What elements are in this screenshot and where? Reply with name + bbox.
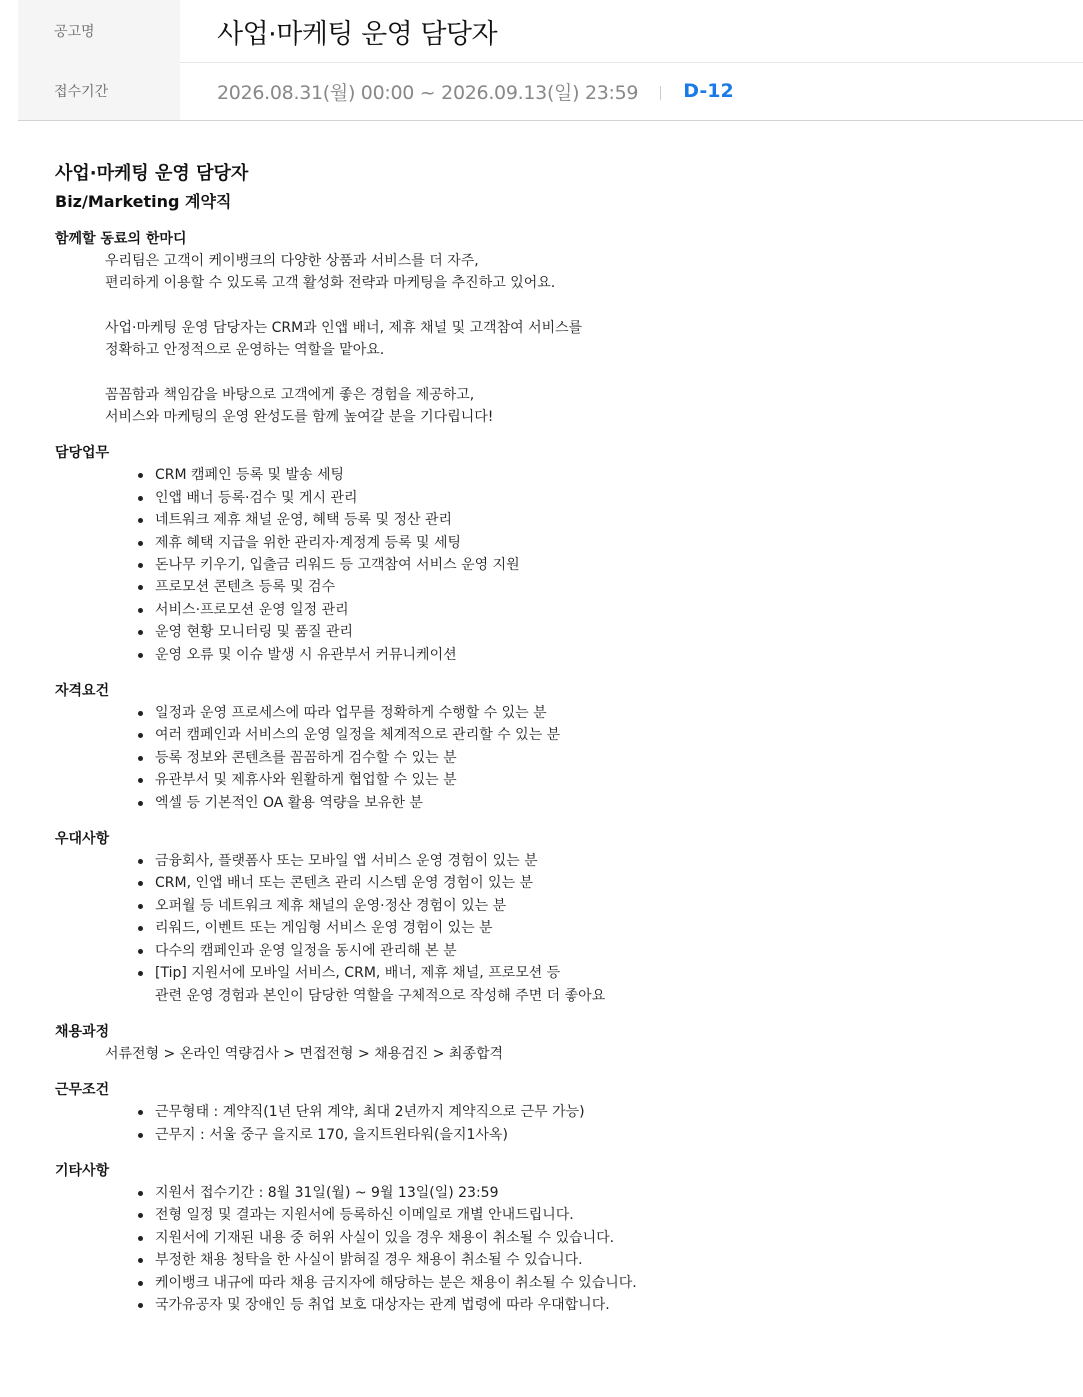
section-conditions xyxy=(55,1079,1055,1146)
qualifications-list xyxy=(55,702,1055,814)
section-qualifications xyxy=(55,680,1055,814)
section-preferred xyxy=(55,828,1055,1007)
posting-title: 사업·마케팅 운영 담당자 xyxy=(217,18,498,50)
list-item: 운영 오류 및 이슈 발생 시 유관부서 커뮤니케이션 xyxy=(155,644,1055,666)
job-description xyxy=(55,160,1055,1316)
section-heading: 담당업무 xyxy=(55,445,110,462)
list-item: 엑셀 등 기본적인 OA 활용 역량을 보유한 분 xyxy=(155,792,1055,814)
period-row xyxy=(18,62,1083,121)
process-text: 서류전형 > 온라인 역량검사 > 면접전형 > 채용검진 > 최종합격 xyxy=(105,1045,504,1062)
list-item: 전형 일정 및 결과는 지원서에 등록하신 이메일로 개별 안내드립니다. xyxy=(155,1204,1055,1226)
section-duties xyxy=(55,442,1055,666)
intro-text: 우리팀은 고객이 케이뱅크의 다양한 상품과 서비스를 더 자주, 편리하게 이용할 수 있도록 고객 활성화 전략과 마케팅을 추진하고 있어요. 사업·마케팅 운영 담당자는 CRM과 인앱 배너, 제휴 채널 및 고객참여 서비스를 정확하고 안정적으로 운영하는 역할을 맡아요. 꼼꼼함과 책임감을 바탕으로 고객에게 좋은 경험을 제공하고, 서비스와 마케팅의 운영 완성도를 함께 높여갈 분을 기다립니다! xyxy=(105,253,583,426)
section-etc xyxy=(55,1160,1055,1316)
list-item: 근무형태 : 계약직(1년 단위 계약, 최대 2년까지 계약직으로 근무 가능) xyxy=(155,1101,1055,1123)
divider xyxy=(660,86,661,100)
list-item: 금융회사, 플랫폼사 또는 모바일 앱 서비스 운영 경험이 있는 분 xyxy=(155,850,1055,872)
list-item: 리워드, 이벤트 또는 게임형 서비스 운영 경험이 있는 분 xyxy=(155,917,1055,939)
dday-badge: D-12 xyxy=(683,80,734,102)
list-item: 부정한 채용 청탁을 한 사실이 밝혀질 경우 채용이 취소될 수 있습니다. xyxy=(155,1249,1055,1271)
application-period: 2026.08.31(월) 00:00 ~ 2026.09.13(일) 23:59 xyxy=(217,81,639,104)
list-item: 운영 현황 모니터링 및 품질 관리 xyxy=(155,621,1055,643)
section-process xyxy=(55,1021,1055,1065)
list-item: 지원서에 기재된 내용 중 허위 사실이 있을 경우 채용이 취소될 수 있습니다. xyxy=(155,1227,1055,1249)
list-item: [Tip] 지원서에 모바일 서비스, CRM, 배너, 제휴 채널, 프로모션 등 관련 운영 경험과 본인이 담당한 역할을 구체적으로 작성해 주면 더 좋아요 xyxy=(155,962,1055,1007)
list-item: 지원서 접수기간 : 8월 31일(월) ~ 9월 13일(일) 23:59 xyxy=(155,1182,1055,1204)
conditions-list xyxy=(55,1101,1055,1146)
list-item: 서비스·프로모션 운영 일정 관리 xyxy=(155,599,1055,621)
list-item: 다수의 캠페인과 운영 일정을 동시에 관리해 본 분 xyxy=(155,940,1055,962)
list-item: 돈나무 키우기, 입출금 리워드 등 고객참여 서비스 운영 지원 xyxy=(155,554,1055,576)
list-item: 네트워크 제휴 채널 운영, 혜택 등록 및 정산 관리 xyxy=(155,509,1055,531)
list-item: 등록 정보와 콘텐츠를 꼼꼼하게 검수할 수 있는 분 xyxy=(155,747,1055,769)
list-item: 여러 캠페인과 서비스의 운영 일정을 체계적으로 관리할 수 있는 분 xyxy=(155,724,1055,746)
list-item: CRM, 인앱 배너 또는 콘텐츠 관리 시스템 운영 경험이 있는 분 xyxy=(155,872,1055,894)
list-item: 제휴 혜택 지급을 위한 관리자·계정계 등록 및 세팅 xyxy=(155,532,1055,554)
period-label: 접수기간 xyxy=(18,62,180,120)
section-heading: 근무조건 xyxy=(55,1082,110,1099)
list-item: 인앱 배너 등록·검수 및 게시 관리 xyxy=(155,487,1055,509)
section-heading: 우대사항 xyxy=(55,831,110,848)
duties-list xyxy=(55,464,1055,666)
section-heading: 자격요건 xyxy=(55,683,110,700)
section-heading: 함께할 동료의 한마디 xyxy=(55,231,187,247)
list-item: 유관부서 및 제휴사와 원활하게 협업할 수 있는 분 xyxy=(155,769,1055,791)
etc-list xyxy=(55,1182,1055,1316)
title-label: 공고명 xyxy=(18,0,180,62)
list-item: 국가유공자 및 장애인 등 취업 보호 대상자는 관계 법령에 따라 우대합니다. xyxy=(155,1294,1055,1316)
section-heading: 채용과정 xyxy=(55,1023,110,1040)
list-item: 프로모션 콘텐츠 등록 및 검수 xyxy=(155,576,1055,598)
section-intro xyxy=(55,228,1055,428)
list-item: 오퍼월 등 네트워크 제휴 채널의 운영·정산 경험이 있는 분 xyxy=(155,895,1055,917)
section-heading: 기타사항 xyxy=(55,1163,110,1180)
preferred-list xyxy=(55,850,1055,1007)
list-item: 근무지 : 서울 중구 을지로 170, 을지트윈타워(을지1사옥) xyxy=(155,1124,1055,1146)
list-item: CRM 캠페인 등록 및 발송 세팅 xyxy=(155,464,1055,486)
title-row xyxy=(18,0,1083,63)
list-item: 일정과 운영 프로세스에 따라 업무를 정확하게 수행할 수 있는 분 xyxy=(155,702,1055,724)
job-subtitle: Biz/Marketing 계약직 xyxy=(55,192,232,211)
job-title: 사업·마케팅 운영 담당자 xyxy=(55,163,249,184)
list-item: 케이뱅크 내규에 따라 채용 금지자에 해당하는 분은 채용이 취소될 수 있습니다. xyxy=(155,1272,1055,1294)
